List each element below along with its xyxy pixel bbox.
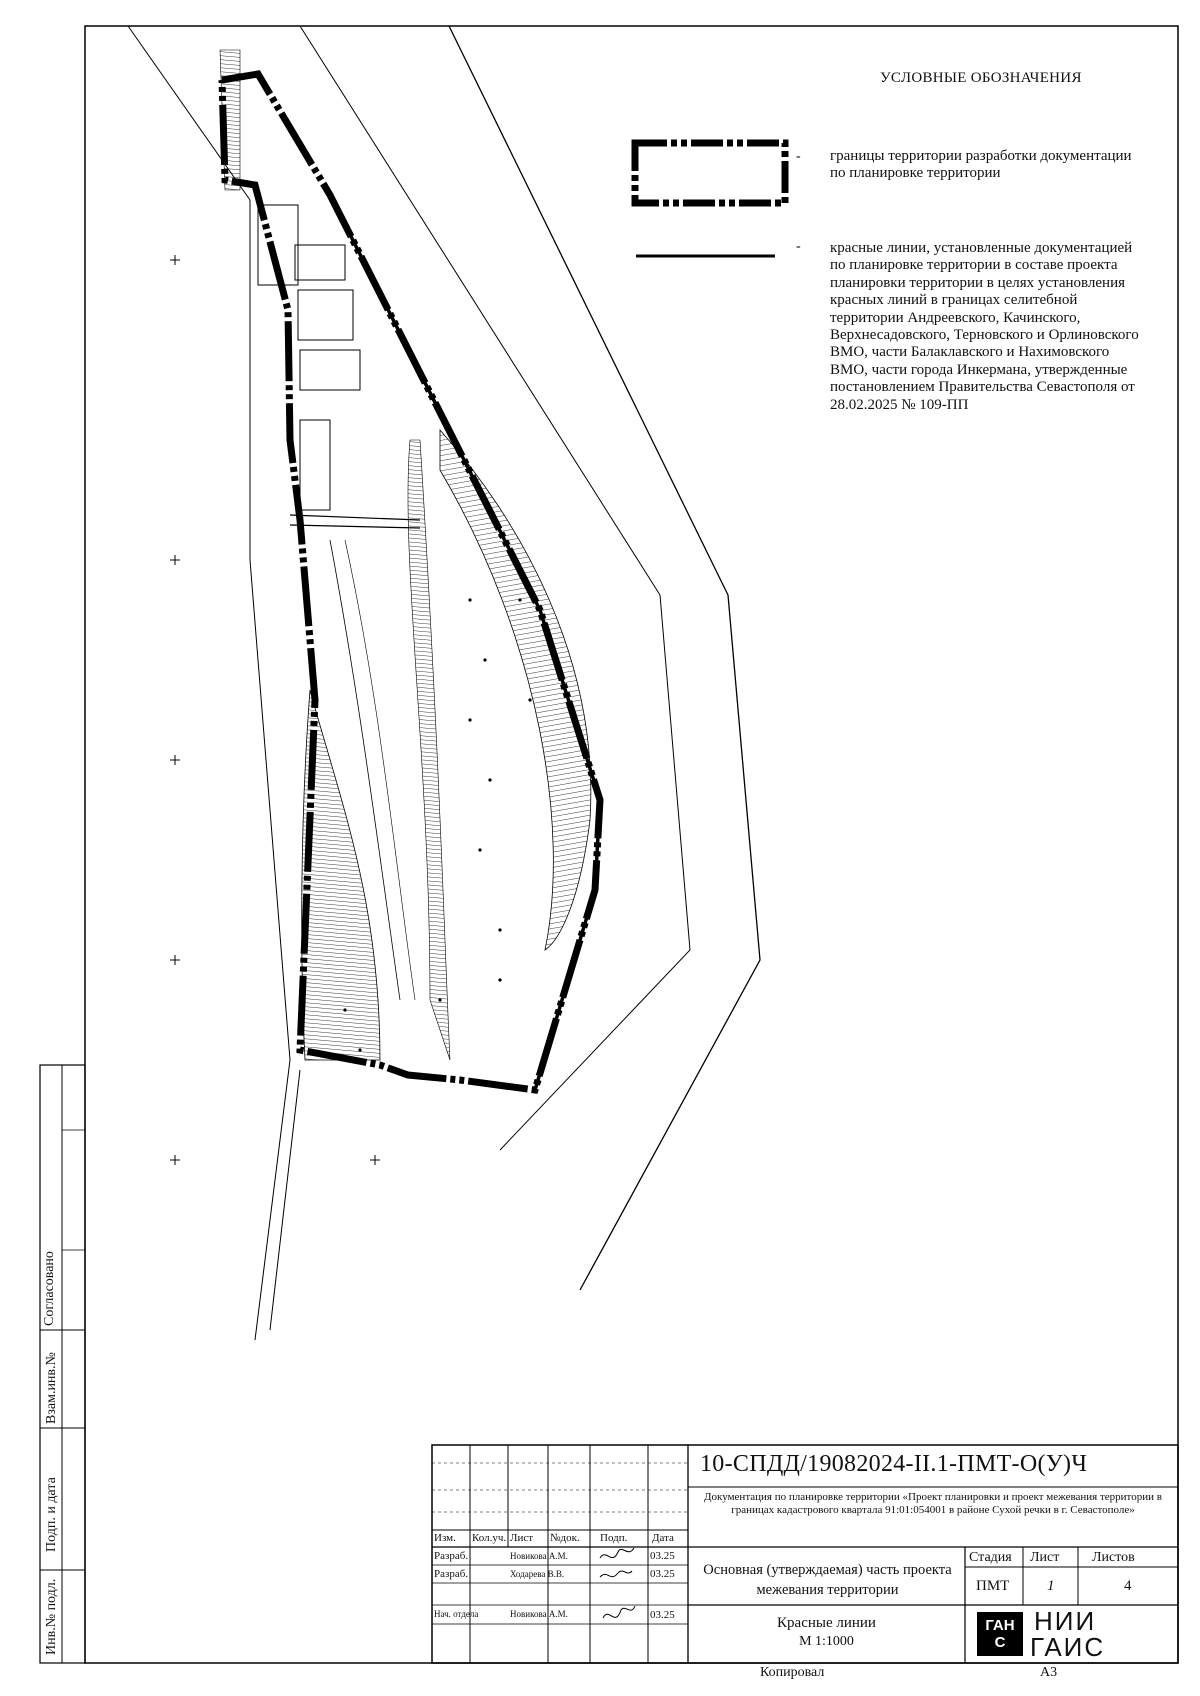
- document-description: Документация по планировке территории «Проект планировки и проект межевания территории в границах кадастрового квартала 91:01:054001 в районе Сухой речки в г. Севастополе»: [704, 1491, 1162, 1516]
- legend-item-boundary-text: границы территории разработки документации по планировке территории: [830, 148, 1132, 182]
- road-crossing: [290, 525, 420, 528]
- logo-nii-text: НИИ: [1034, 1606, 1097, 1636]
- logo-gais-text: ГАИС: [1030, 1632, 1106, 1662]
- stage-label: Стадия: [969, 1550, 1012, 1565]
- slope-hatch-right: [440, 430, 591, 950]
- road-edge-left: [128, 26, 290, 1340]
- legend-dash-2: -: [796, 239, 801, 254]
- side-stamp-agreed: Согласовано: [42, 1251, 57, 1326]
- col-header-date: Дата: [652, 1532, 674, 1544]
- building: [298, 290, 353, 340]
- row-date: 03.25: [650, 1609, 675, 1621]
- row-name: Новикова А.М.: [510, 1551, 568, 1561]
- logo-mark-text: ГАНС: [985, 1617, 1015, 1651]
- drawing-scale: М 1:1000: [799, 1634, 854, 1649]
- side-stamp-sign-date: Подп. и дата: [44, 1477, 59, 1552]
- road-crossing: [290, 515, 420, 520]
- road-edge-left-2: [270, 1070, 300, 1330]
- row-role: Нач. отдела: [434, 1609, 479, 1619]
- drawing-title: Красные линии: [777, 1615, 876, 1631]
- row-date: 03.25: [650, 1568, 675, 1580]
- slope-hatch-mid: [408, 440, 450, 1060]
- building: [295, 245, 345, 280]
- col-header-change: Изм.: [434, 1532, 456, 1544]
- col-header-signature: Подп.: [600, 1532, 628, 1544]
- sheet-label: Лист: [1030, 1550, 1060, 1565]
- sheet-value: 1: [1047, 1578, 1055, 1594]
- row-name: Новикова А.М.: [510, 1609, 568, 1619]
- legend-item-red-lines-text: красные линии, установленные документацией по планировке территории в составе проекта планировки территории в целях установления красных линий в границах селитебной территории Андреевского, Качинского, Верхнесадовского, Терновского и Орлиновского ВМО, части Балаклавского и Нахимовского ВМО, части города Инкермана, утвержденные постановлением Правительства Севастополя от 28.02.2025 № 109-ПП: [830, 240, 1139, 413]
- row-date: 03.25: [650, 1550, 675, 1562]
- row-role: Разраб.: [434, 1568, 469, 1580]
- copied-by-label: Копировал: [760, 1665, 825, 1680]
- side-stamp-replaced-inv: Взам.инв.№: [44, 1352, 59, 1424]
- road-edge-right: [449, 26, 760, 1290]
- legend-dash-1: -: [796, 149, 801, 164]
- legend-symbol-boundary: [635, 143, 785, 203]
- sheet-format: А3: [1040, 1665, 1058, 1680]
- document-code: 10-СПДД/19082024-II.1-ПМТ-О(У)Ч: [700, 1451, 1088, 1477]
- row-role: Разраб.: [434, 1550, 469, 1562]
- sheets-value: 4: [1124, 1578, 1132, 1594]
- sheets-label: Листов: [1092, 1550, 1135, 1565]
- side-stamp-inv-original: Инв.№ подл.: [44, 1578, 59, 1655]
- section-title: Основная (утверждаемая) часть проекта межевания территории: [703, 1562, 952, 1598]
- row-name: Ходарева В.В.: [510, 1569, 565, 1579]
- building: [300, 420, 330, 510]
- col-header-sheet: Лист: [510, 1532, 534, 1544]
- stage-value: ПМТ: [976, 1578, 1010, 1594]
- col-header-count: Кол.уч.: [472, 1532, 507, 1544]
- col-header-doc-number: №док.: [550, 1532, 580, 1544]
- building: [300, 350, 360, 390]
- legend-title: УСЛОВНЫЕ ОБОЗНАЧЕНИЯ: [880, 70, 1082, 86]
